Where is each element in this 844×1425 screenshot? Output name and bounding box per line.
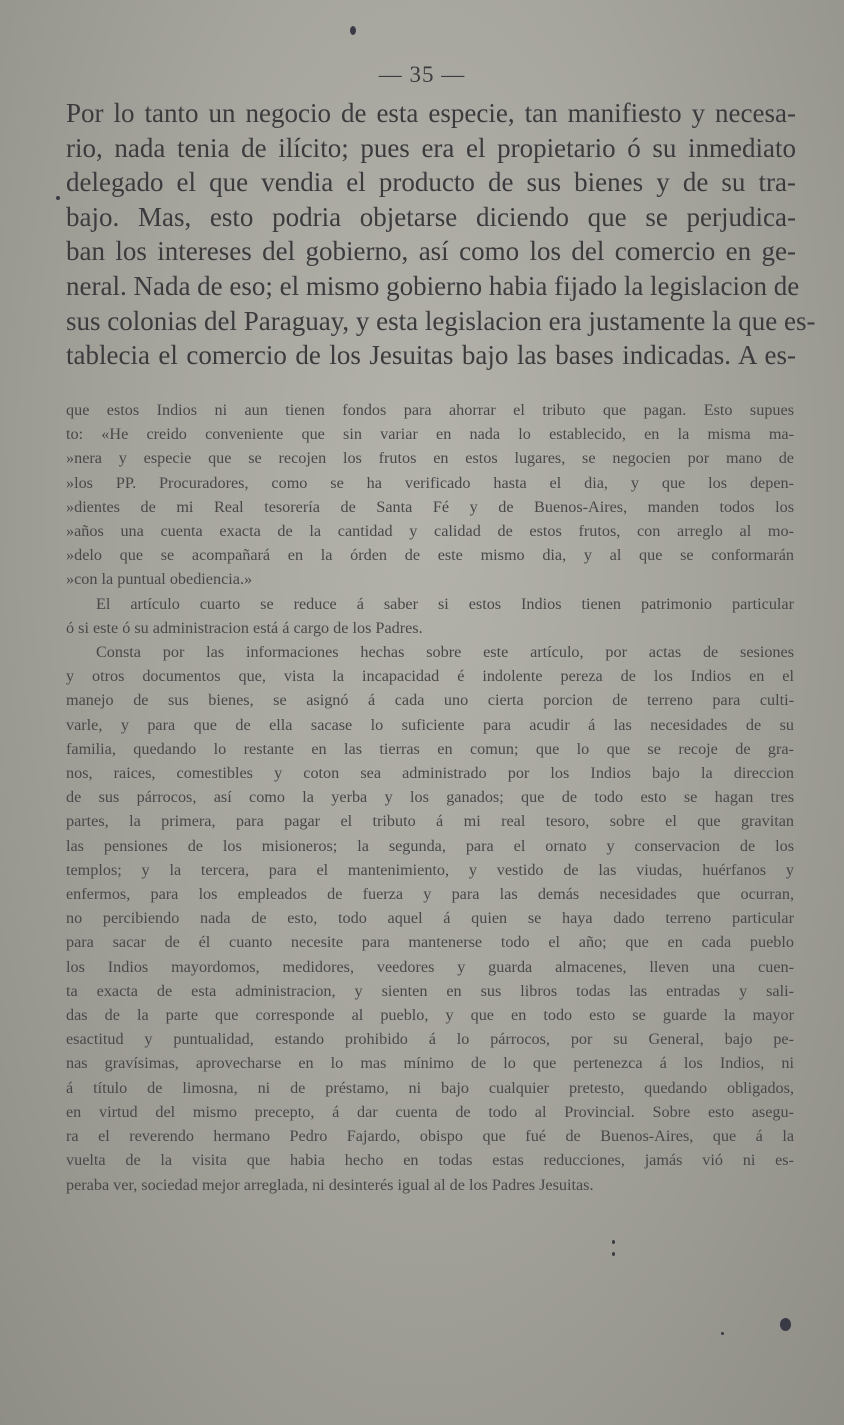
ink-speck [350,26,356,35]
ink-speck [721,1332,724,1335]
text-line: rio, nada tenia de ilícito; pues era el propietario ó su inmediato [66,132,796,163]
text-line: sus colonias del Paraguay, y esta legislacion era justamente la que es- [66,305,816,336]
ink-speck [56,196,60,200]
note-line: vuelta de la visita que habia hecho en todas estas reducciones, jamás vió ni es- [66,1151,794,1170]
note-line: Consta por las informaciones hechas sobre este artículo, por actas de sesiones [96,643,794,662]
note-line: las pensiones de los misioneros; la segunda, para el ornato y conservacion de los [66,836,794,855]
note-line: y otros documentos que, vista la incapacidad é indolente pereza de los Indios en el [66,667,794,686]
note-line: to: «He creido conveniente que sin variar en nada lo establecido, en la misma ma- [66,425,794,444]
note-line: los Indios mayordomos, medidores, veedores y guarda almacenes, lleven una cuen- [66,957,794,976]
note-line: manejo de sus bienes, se asignó á cada uno cierta porcion de terreno para culti- [66,691,794,710]
note-line: ó si este ó su administracion está á cargo de los Padres. [66,618,423,637]
text-line: tablecia el comercio de los Jesuitas bajo las bases indicadas. A es- [66,340,796,371]
main-paragraph [66,96,816,373]
note-line: »los PP. Procuradores, como se ha verificado hasta el dia, y que los depen- [66,473,794,492]
note-line: »años una cuenta exacta de la cantidad y calidad de estos frutos, con arreglo al mo- [66,522,794,541]
note-line: El artículo cuarto se reduce á saber si estos Indios tienen patrimonio particular [96,594,794,613]
footnote-block [66,398,794,1197]
note-line: templos; y la tercera, para el mantenimiento, y vestido de las viudas, huérfanos y [66,860,794,879]
note-line: familia, quedando lo restante en las tierras en comun; que lo que se recoje de gra- [66,739,794,758]
text-line: bajo. Mas, esto podria objetarse diciendo que se perjudica- [66,201,796,232]
note-line: de sus párrocos, así como la yerba y los ganados; que de todo esto se hagan tres [66,788,794,807]
note-line: que estos Indios ni aun tienen fondos para ahorrar el tributo que pagan. Esto supues [66,401,794,419]
text-line: Por lo tanto un negocio de esta especie, tan manifiesto y necesa- [66,98,796,128]
note-line: »nera y especie que se recojen los frutos en estos lugares, se negocien por mano de [66,449,794,468]
page-number: — 35 — [378,62,466,87]
note-line: »dientes de mi Real tesorería de Santa Fé y de Buenos-Aires, manden todos los [66,497,794,516]
text-line: neral. Nada de eso; el mismo gobierno habia fijado la legislacion de [66,270,800,301]
ink-speck [612,1240,615,1244]
note-line: partes, la primera, para pagar el tributo á mi real tesoro, sobre el que gravitan [66,812,794,831]
note-line: nas gravísimas, aprovecharse en lo mas mínimo de lo que pertenezca á los Indios, ni [66,1054,794,1073]
note-line: para sacar de él cuanto necesite para mantenerse todo el año; que en cada pueblo [66,933,794,952]
note-line: ra el reverendo hermano Pedro Fajardo, obispo que fué de Buenos-Aires, que á la [66,1127,794,1146]
note-line: »con la puntual obediencia.» [66,570,253,589]
note-line: no percibiendo nada de esto, todo aquel á quien se haya dado terreno particular [66,909,794,928]
ink-speck [612,1252,615,1256]
note-line: »delo que se acompañará en la órden de este mismo dia, y al que se conformarán [66,546,794,565]
ink-speck [780,1318,791,1331]
note-line: á título de limosna, ni de préstamo, ni bajo cualquier pretesto, quedando obligados, [66,1078,794,1097]
note-line: en virtud del mismo precepto, á dar cuenta de todo al Provincial. Sobre esto asegu- [66,1102,794,1121]
note-line: nos, raices, comestibles y coton sea administrado por los Indios bajo la direccion [66,764,794,783]
text-line: delegado el que vendia el producto de sus bienes y de su tra- [66,167,796,198]
note-line: peraba ver, sociedad mejor arreglada, ni desinterés igual al de los Padres Jesuitas. [66,1175,594,1194]
note-line: esactitud y puntualidad, estando prohibido á lo párrocos, por su General, bajo pe- [66,1030,794,1049]
note-line: varle, y para que de ella sacase lo suficiente para acudir á las necesidades de su [66,715,794,734]
note-line: das de la parte que corresponde al pueblo, y que en todo esto se guarde la mayor [66,1006,794,1025]
note-line: ta exacta de esta administracion, y sienten en sus libros todas las entradas y sali- [66,981,794,1000]
text-line: ban los intereses del gobierno, así como los del comercio en ge- [66,236,796,267]
note-line: enfermos, para los empleados de fuerza y para las demás necesidades que ocurran, [66,885,794,904]
